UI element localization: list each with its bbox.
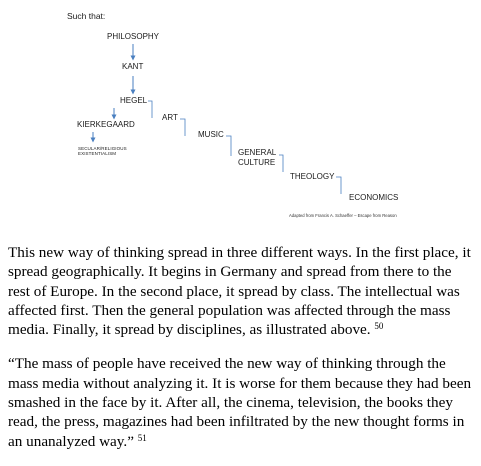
node-general-line1: GENERAL <box>238 148 277 157</box>
bracket-general-theology <box>279 155 283 172</box>
node-philosophy: PHILOSOPHY <box>107 32 160 41</box>
bracket-theology-economics <box>336 177 341 194</box>
body-text <box>8 243 476 466</box>
node-art: ART <box>162 113 178 122</box>
node-secular-line2: EXISTENTIALISM <box>78 151 117 157</box>
node-general-line2: CULTURE <box>238 158 276 167</box>
node-economics: ECONOMICS <box>349 193 399 202</box>
node-theology: THEOLOGY <box>290 172 335 181</box>
footnote-ref-50[interactable]: 50 <box>374 321 384 332</box>
node-music: MUSIC <box>198 130 224 139</box>
paragraph-2 <box>8 354 476 450</box>
diagram-caption: Such that: <box>67 11 106 21</box>
diagram-credit: Adapted from Francis A. Schaeffer – Escape from Reason <box>289 213 397 218</box>
node-secular-line1: SECULAR/RELIGIOUS <box>78 146 127 151</box>
footnote-ref-51[interactable]: 51 <box>137 432 147 443</box>
node-kant: KANT <box>122 62 144 71</box>
node-hegel: HEGEL <box>120 96 148 105</box>
node-secular-existentialism <box>78 146 127 156</box>
bracket-hegel-art <box>148 101 152 118</box>
node-kierkegaard: KIERKEGAARD <box>77 120 135 129</box>
paragraph-1-text: This new way of thinking spread in three different ways. In the first place, it spread geographically. It begins in Germany and spread from there to the rest of Europe. In the second place, it spread by class. The intellectual was affected first. Then the general population was affected through the mass media. Finally, it spread by disciplines, as illustrated above. <box>8 244 471 339</box>
paragraph-2-text: “The mass of people have received the new way of thinking through the mass media without analyzing it. It is worse for them because they had been smashed in the face by it. After all, the cinema, television, the books they read, the press, magazines had been infiltrated by the new thought forms in an unanalyzed way.” <box>8 355 472 450</box>
paragraph-1 <box>8 243 476 339</box>
node-general-culture <box>238 148 276 168</box>
bracket-music-general <box>226 136 231 156</box>
bracket-art-music <box>180 119 185 136</box>
